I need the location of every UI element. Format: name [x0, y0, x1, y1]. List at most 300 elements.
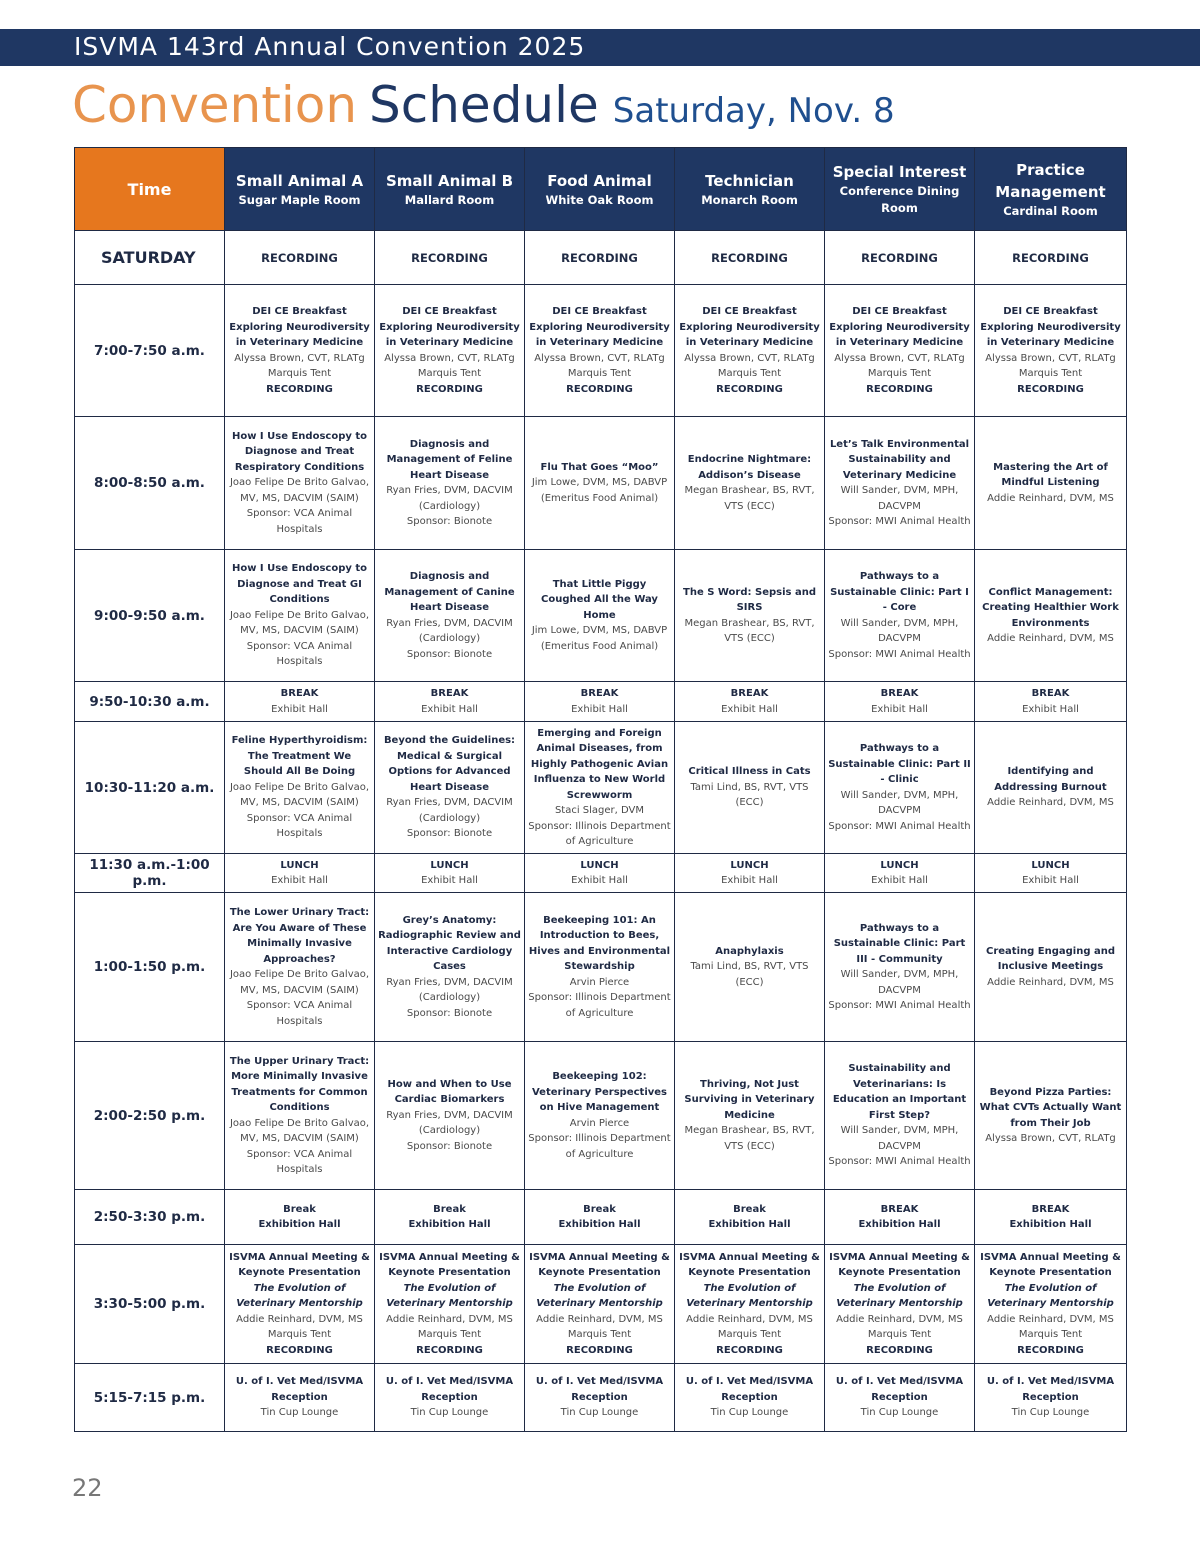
- session-detail: Megan Brashear, BS, RVT, VTS (ECC): [684, 485, 815, 512]
- session-detail: Sponsor: MWI Animal Health: [828, 516, 971, 527]
- banner: [0, 29, 1200, 66]
- session-title: Pathways to a Sustainable Clinic: Part I - Core: [830, 571, 969, 613]
- recording-label: RECORDING: [716, 1344, 783, 1356]
- recording-label: RECORDING: [566, 383, 633, 395]
- session-cell: [975, 722, 1127, 854]
- session-title: Pathways to a Sustainable Clinic: Part II - Clinic: [828, 743, 971, 785]
- session-detail: Will Sander, DVM, MPH, DACVPM: [840, 485, 959, 512]
- time-slot: 1:00-1:50 p.m.: [75, 893, 225, 1042]
- time-header: Time: [75, 148, 225, 231]
- session-title: ISVMA Annual Meeting & Keynote Presentation: [529, 1251, 670, 1279]
- session-title: U. of I. Vet Med/ISVMA Reception: [385, 1376, 514, 1403]
- session-title: ISVMA Annual Meeting & Keynote Presentation: [980, 1251, 1121, 1279]
- session-detail: Sponsor: Bionote: [406, 648, 493, 660]
- session-title: Exhibition Hall: [558, 1219, 641, 1230]
- session-detail: Addie Reinhard, DVM, MS: [987, 1313, 1114, 1325]
- session-title: How I Use Endoscopy to Diagnose and Treat Respiratory Conditions: [231, 430, 368, 473]
- session-title: LUNCH: [730, 859, 769, 871]
- title-convention: Convention: [72, 76, 358, 134]
- session-detail: Exhibit Hall: [271, 703, 328, 715]
- session-cell: [375, 1245, 525, 1364]
- session-detail: Marquis Tent: [567, 368, 632, 379]
- session-title: Exhibition Hall: [408, 1219, 491, 1230]
- session-title: Exploring Neurodiversity in Veterinary Medicine: [679, 321, 820, 348]
- session-title: BREAK: [880, 1203, 919, 1215]
- session-title: BREAK: [280, 688, 319, 699]
- session-title: Exploring Neurodiversity in Veterinary Medicine: [379, 321, 520, 348]
- session-detail: Exhibit Hall: [721, 703, 778, 715]
- session-cell: [225, 1042, 375, 1190]
- room-header: [825, 148, 975, 231]
- session-detail: Exhibit Hall: [871, 875, 928, 886]
- table-row: [75, 550, 1127, 682]
- session-detail: Ryan Fries, DVM, DACVIM (Cardiology): [386, 617, 513, 644]
- session-title: DEI CE Breakfast: [852, 306, 947, 317]
- session-cell: [375, 1042, 525, 1190]
- session-cell: [225, 854, 375, 893]
- session-detail: Jim Lowe, DVM, MS, DABVP (Emeritus Food Animal): [531, 625, 668, 652]
- session-cell: [375, 722, 525, 854]
- room-track-name: Small Animal A: [235, 171, 364, 190]
- session-title: DEI CE Breakfast: [402, 306, 497, 317]
- room-track-name: Small Animal B: [385, 171, 514, 190]
- session-title: U. of I. Vet Med/ISVMA Reception: [685, 1376, 814, 1403]
- session-cell: [525, 417, 675, 550]
- session-cell: [225, 682, 375, 722]
- session-cell: [525, 854, 675, 893]
- session-title: ISVMA Annual Meeting & Keynote Presentation: [229, 1251, 370, 1279]
- session-title: Exhibition Hall: [258, 1219, 341, 1230]
- session-detail: Exhibit Hall: [571, 875, 628, 886]
- session-detail: Addie Reinhard, DVM, MS: [836, 1313, 963, 1325]
- table-row: [75, 893, 1127, 1042]
- session-detail: Alyssa Brown, CVT, RLATg: [234, 352, 365, 364]
- table-row: [75, 1245, 1127, 1364]
- session-title: Break: [733, 1203, 766, 1215]
- session-cell: [675, 1364, 825, 1432]
- room-location: Mallard Room: [404, 192, 495, 207]
- session-detail: Exhibit Hall: [421, 875, 478, 886]
- session-detail: Tin Cup Lounge: [260, 1407, 339, 1419]
- session-title: Diagnosis and Management of Canine Heart Disease: [384, 571, 515, 613]
- session-title: DEI CE Breakfast: [702, 306, 797, 317]
- recording-label: RECORDING: [675, 231, 825, 285]
- session-cell: [975, 893, 1127, 1042]
- session-title: Sustainability and Veterinarians: Is Education an Important First Step?: [832, 1063, 967, 1121]
- session-title: Exploring Neurodiversity in Veterinary Medicine: [229, 321, 370, 348]
- session-cell: [975, 1245, 1127, 1364]
- session-title: Break: [583, 1203, 616, 1215]
- session-detail: Sponsor: VCA Animal Hospitals: [246, 812, 353, 840]
- session-cell: [825, 417, 975, 550]
- session-title: Break: [433, 1203, 466, 1215]
- day-label: SATURDAY: [75, 231, 225, 285]
- recording-label: RECORDING: [225, 231, 375, 285]
- session-detail: Sponsor: Bionote: [406, 1007, 493, 1019]
- session-detail: Tin Cup Lounge: [560, 1407, 639, 1419]
- session-detail: Exhibit Hall: [271, 875, 328, 886]
- session-detail: Sponsor: MWI Animal Health: [828, 1000, 971, 1011]
- session-title: Creating Engaging and Inclusive Meetings: [986, 945, 1115, 973]
- session-detail: Sponsor: MWI Animal Health: [828, 820, 971, 832]
- time-slot: 11:30 a.m.-1:00 p.m.: [75, 854, 225, 893]
- schedule-table: [74, 147, 1127, 1432]
- session-title: How I Use Endoscopy to Diagnose and Treat GI Conditions: [231, 563, 368, 606]
- recording-label: RECORDING: [266, 1344, 333, 1356]
- session-title: BREAK: [430, 688, 469, 699]
- time-slot: 7:00-7:50 a.m.: [75, 285, 225, 417]
- recording-label: RECORDING: [975, 231, 1127, 285]
- session-title: Diagnosis and Management of Feline Heart Disease: [386, 438, 513, 481]
- session-detail: Sponsor: VCA Animal Hospitals: [246, 1000, 353, 1027]
- session-cell: [975, 417, 1127, 550]
- session-title: DEI CE Breakfast: [552, 306, 647, 317]
- recording-label: RECORDING: [866, 1344, 933, 1356]
- session-title: Conflict Management: Creating Healthier Work Environments: [982, 586, 1119, 629]
- session-detail: Ryan Fries, DVM, DACVIM (Cardiology): [386, 976, 513, 1004]
- session-cell: [825, 854, 975, 893]
- session-cell: [225, 285, 375, 417]
- session-detail: Alyssa Brown, CVT, RLATg: [384, 352, 515, 364]
- session-cell: [975, 682, 1127, 722]
- session-cell: [825, 550, 975, 682]
- session-title: BREAK: [730, 688, 769, 699]
- table-row: [75, 682, 1127, 722]
- session-title: Beekeeping 102: Veterinary Perspectives on Hive Management: [531, 1071, 668, 1113]
- session-title: LUNCH: [280, 859, 319, 871]
- recording-label: RECORDING: [525, 231, 675, 285]
- session-detail: Exhibit Hall: [721, 875, 778, 886]
- session-title: Break: [283, 1203, 316, 1215]
- session-cell: [375, 1364, 525, 1432]
- session-cell: [675, 1042, 825, 1190]
- session-title: That Little Piggy Coughed All the Way Home: [541, 578, 658, 621]
- room-header: [675, 148, 825, 231]
- session-cell: [975, 1190, 1127, 1245]
- session-title: Exhibition Hall: [858, 1219, 941, 1230]
- session-detail: Alyssa Brown, CVT, RLATg: [985, 1133, 1116, 1144]
- time-slot: 8:00-8:50 a.m.: [75, 417, 225, 550]
- session-cell: [825, 893, 975, 1042]
- session-detail: Will Sander, DVM, MPH, DACVPM: [840, 969, 959, 996]
- table-row: [75, 1042, 1127, 1190]
- session-subtitle: The Evolution of Veterinary Mentorship: [236, 1282, 363, 1310]
- session-title: ISVMA Annual Meeting & Keynote Presentation: [379, 1251, 520, 1279]
- session-title: BREAK: [1031, 1203, 1070, 1215]
- session-cell: [975, 550, 1127, 682]
- session-title: Exploring Neurodiversity in Veterinary Medicine: [829, 321, 970, 348]
- time-slot: 2:00-2:50 p.m.: [75, 1042, 225, 1190]
- session-detail: Joao Felipe De Brito Galvao, MV, MS, DACVIM (SAIM): [229, 1117, 370, 1144]
- session-title: Feline Hyperthyroidism: The Treatment We Should All Be Doing: [231, 735, 368, 778]
- header-row: [75, 148, 1127, 231]
- session-cell: [375, 1190, 525, 1245]
- room-track-name: Special Interest: [832, 163, 967, 181]
- session-title: The S Word: Sepsis and SIRS: [683, 586, 816, 613]
- session-title: BREAK: [580, 688, 619, 699]
- session-detail: Marquis Tent: [567, 1329, 632, 1341]
- table-row: [75, 285, 1127, 417]
- session-cell: [825, 682, 975, 722]
- session-cell: [975, 1364, 1127, 1432]
- session-detail: Joao Felipe De Brito Galvao, MV, MS, DACVIM (SAIM): [229, 969, 370, 996]
- session-detail: Exhibit Hall: [421, 703, 478, 715]
- session-title: Beyond Pizza Parties: What CVTs Actually Want from Their Job: [979, 1086, 1122, 1129]
- session-cell: [825, 285, 975, 417]
- session-cell: [975, 854, 1127, 893]
- recording-label: RECORDING: [825, 231, 975, 285]
- room-track-name: Food Animal: [547, 171, 652, 190]
- session-title: Exhibition Hall: [708, 1219, 791, 1230]
- title-schedule: Schedule: [369, 76, 599, 134]
- session-subtitle: The Evolution of Veterinary Mentorship: [836, 1282, 963, 1310]
- session-title: Beyond the Guidelines: Medical & Surgical Options for Advanced Heart Disease: [383, 735, 516, 793]
- session-cell: [375, 417, 525, 550]
- session-cell: [525, 285, 675, 417]
- session-cell: [825, 1364, 975, 1432]
- session-detail: Arvin Pierce: [569, 1117, 630, 1129]
- session-detail: Alyssa Brown, CVT, RLATg: [684, 352, 815, 364]
- session-cell: [675, 1190, 825, 1245]
- session-title: Thriving, Not Just Surviving in Veterinary Medicine: [684, 1078, 815, 1121]
- session-title: LUNCH: [580, 859, 619, 871]
- session-detail: Joao Felipe De Brito Galvao, MV, MS, DACVIM (SAIM): [229, 781, 370, 809]
- session-title: LUNCH: [880, 859, 919, 871]
- session-detail: Exhibit Hall: [1022, 875, 1079, 886]
- session-cell: [675, 854, 825, 893]
- session-title: Exhibition Hall: [1009, 1219, 1092, 1230]
- session-title: Mastering the Art of Mindful Listening: [993, 461, 1108, 489]
- session-cell: [825, 1190, 975, 1245]
- table-row: [75, 1190, 1127, 1245]
- session-title: U. of I. Vet Med/ISVMA Reception: [535, 1376, 664, 1403]
- session-detail: Marquis Tent: [867, 1329, 932, 1341]
- session-title: How and When to Use Cardiac Biomarkers: [387, 1078, 512, 1106]
- table-row: [75, 854, 1127, 893]
- session-detail: Addie Reinhard, DVM, MS: [987, 633, 1114, 644]
- session-title: Emerging and Foreign Animal Diseases, from Highly Pathogenic Avian Influenza to New World Screwworm: [530, 727, 669, 801]
- room-header: [375, 148, 525, 231]
- session-cell: [225, 722, 375, 854]
- session-detail: Addie Reinhard, DVM, MS: [987, 976, 1114, 988]
- session-detail: Ryan Fries, DVM, DACVIM (Cardiology): [386, 1109, 513, 1137]
- session-detail: Marquis Tent: [717, 1329, 782, 1341]
- session-detail: Exhibit Hall: [571, 703, 628, 715]
- session-detail: Joao Felipe De Brito Galvao, MV, MS, DACVIM (SAIM): [229, 609, 370, 637]
- session-cell: [525, 1190, 675, 1245]
- session-cell: [225, 1245, 375, 1364]
- session-detail: Sponsor: Bionote: [406, 516, 493, 527]
- recording-label: RECORDING: [375, 231, 525, 285]
- session-detail: Marquis Tent: [417, 1329, 482, 1341]
- session-title: U. of I. Vet Med/ISVMA Reception: [835, 1376, 964, 1403]
- session-cell: [375, 854, 525, 893]
- recording-label: RECORDING: [416, 1344, 483, 1356]
- session-detail: Addie Reinhard, DVM, MS: [536, 1313, 663, 1325]
- session-title: Exploring Neurodiversity in Veterinary Medicine: [980, 321, 1121, 348]
- time-slot: 9:50-10:30 a.m.: [75, 682, 225, 722]
- room-location: Cardinal Room: [1003, 203, 1098, 218]
- session-detail: Staci Slager, DVM: [554, 805, 645, 816]
- session-cell: [675, 893, 825, 1042]
- room-track-name: Practice Management: [995, 160, 1106, 201]
- session-title: ISVMA Annual Meeting & Keynote Presentation: [829, 1251, 970, 1279]
- recording-label: RECORDING: [1017, 1344, 1084, 1356]
- session-title: DEI CE Breakfast: [1003, 306, 1098, 317]
- room-header: [525, 148, 675, 231]
- session-title: BREAK: [1031, 688, 1070, 699]
- session-cell: [525, 1364, 675, 1432]
- recording-label: RECORDING: [416, 383, 483, 395]
- session-subtitle: The Evolution of Veterinary Mentorship: [686, 1282, 813, 1310]
- session-title: ISVMA Annual Meeting & Keynote Presentation: [679, 1251, 820, 1279]
- room-location: White Oak Room: [545, 192, 654, 207]
- session-detail: Sponsor: VCA Animal Hospitals: [246, 1148, 353, 1175]
- session-cell: [825, 722, 975, 854]
- recording-label: RECORDING: [1017, 383, 1084, 395]
- session-title: Identifying and Addressing Burnout: [994, 766, 1107, 793]
- session-detail: Addie Reinhard, DVM, MS: [386, 1313, 513, 1325]
- time-slot: 3:30-5:00 p.m.: [75, 1245, 225, 1364]
- session-detail: Sponsor: VCA Animal Hospitals: [246, 640, 353, 668]
- session-cell: [825, 1042, 975, 1190]
- session-title: Anaphylaxis: [715, 945, 784, 957]
- page-number: 22: [72, 1474, 103, 1502]
- room-header: [975, 148, 1127, 231]
- day-row: [75, 231, 1127, 285]
- session-detail: Will Sander, DVM, MPH, DACVPM: [840, 1125, 959, 1152]
- session-cell: [675, 722, 825, 854]
- session-detail: Tin Cup Lounge: [860, 1407, 939, 1419]
- session-cell: [975, 285, 1127, 417]
- session-detail: Alyssa Brown, CVT, RLATg: [534, 352, 665, 364]
- session-title: DEI CE Breakfast: [252, 306, 347, 317]
- session-title: The Upper Urinary Tract: More Minimally Invasive Treatments for Common Conditions: [229, 1055, 370, 1113]
- table-row: [75, 722, 1127, 854]
- session-cell: [525, 893, 675, 1042]
- session-detail: Alyssa Brown, CVT, RLATg: [834, 352, 965, 364]
- time-slot: 5:15-7:15 p.m.: [75, 1364, 225, 1432]
- session-detail: Will Sander, DVM, MPH, DACVPM: [840, 617, 959, 644]
- session-subtitle: The Evolution of Veterinary Mentorship: [536, 1282, 663, 1310]
- recording-label: RECORDING: [716, 383, 783, 395]
- session-detail: Tami Lind, BS, RVT, VTS (ECC): [690, 961, 809, 988]
- session-detail: Sponsor: Bionote: [406, 828, 493, 840]
- session-cell: [375, 893, 525, 1042]
- session-title: Critical Illness in Cats: [688, 766, 811, 778]
- room-track-name: Technician: [705, 171, 794, 190]
- session-cell: [675, 285, 825, 417]
- session-detail: Marquis Tent: [867, 368, 932, 379]
- recording-label: RECORDING: [866, 383, 933, 395]
- room-location: Conference Dining Room: [839, 184, 960, 215]
- session-detail: Megan Brashear, BS, RVT, VTS (ECC): [684, 617, 815, 644]
- session-cell: [525, 682, 675, 722]
- session-title: Exploring Neurodiversity in Veterinary Medicine: [529, 321, 670, 348]
- session-detail: Tami Lind, BS, RVT, VTS (ECC): [690, 781, 809, 809]
- recording-label: RECORDING: [566, 1344, 633, 1356]
- session-cell: [225, 1364, 375, 1432]
- time-slot: 2:50-3:30 p.m.: [75, 1190, 225, 1245]
- session-detail: Joao Felipe De Brito Galvao, MV, MS, DACVIM (SAIM): [229, 477, 370, 504]
- session-cell: [225, 893, 375, 1042]
- session-detail: Marquis Tent: [267, 1329, 332, 1341]
- session-subtitle: The Evolution of Veterinary Mentorship: [987, 1282, 1114, 1310]
- banner-text: ISVMA 143rd Annual Convention 2025: [74, 32, 586, 61]
- session-detail: Sponsor: MWI Animal Health: [828, 1156, 971, 1168]
- table-row: [75, 1364, 1127, 1432]
- session-detail: Arvin Pierce: [569, 976, 630, 988]
- session-title: Beekeeping 101: An Introduction to Bees, Hives and Environmental Stewardship: [528, 914, 671, 973]
- session-detail: Will Sander, DVM, MPH, DACVPM: [840, 789, 959, 816]
- session-detail: Tin Cup Lounge: [410, 1407, 489, 1419]
- time-slot: 10:30-11:20 a.m.: [75, 722, 225, 854]
- session-cell: [675, 550, 825, 682]
- session-detail: Exhibit Hall: [1022, 703, 1079, 715]
- session-detail: Marquis Tent: [417, 368, 482, 379]
- session-cell: [675, 417, 825, 550]
- session-detail: Jim Lowe, DVM, MS, DABVP (Emeritus Food Animal): [531, 477, 668, 504]
- session-cell: [525, 1245, 675, 1364]
- session-cell: [225, 550, 375, 682]
- session-detail: Sponsor: Illinois Department of Agriculture: [528, 820, 671, 847]
- session-detail: Alyssa Brown, CVT, RLATg: [985, 352, 1116, 364]
- session-detail: Marquis Tent: [1018, 368, 1083, 379]
- session-cell: [525, 550, 675, 682]
- session-title: Pathways to a Sustainable Clinic: Part III - Community: [833, 922, 966, 965]
- session-title: LUNCH: [430, 859, 469, 871]
- session-title: The Lower Urinary Tract: Are You Aware of These Minimally Invasive Approaches?: [229, 907, 370, 965]
- session-title: Let’s Talk Environmental Sustainability and Veterinary Medicine: [829, 438, 970, 481]
- session-detail: Marquis Tent: [717, 368, 782, 379]
- session-detail: Sponsor: Illinois Department of Agriculture: [528, 1133, 671, 1160]
- session-detail: Tin Cup Lounge: [710, 1407, 789, 1419]
- session-detail: Sponsor: MWI Animal Health: [828, 648, 971, 660]
- recording-label: RECORDING: [266, 383, 333, 395]
- session-detail: Sponsor: Illinois Department of Agriculture: [528, 992, 671, 1019]
- session-detail: Addie Reinhard, DVM, MS: [236, 1313, 363, 1325]
- title-day: Saturday, Nov. 8: [612, 91, 895, 131]
- session-title: U. of I. Vet Med/ISVMA Reception: [986, 1376, 1115, 1403]
- session-detail: Sponsor: VCA Animal Hospitals: [246, 508, 353, 535]
- room-header: [225, 148, 375, 231]
- session-cell: [375, 285, 525, 417]
- session-cell: [375, 550, 525, 682]
- session-subtitle: The Evolution of Veterinary Mentorship: [386, 1282, 513, 1310]
- session-detail: Ryan Fries, DVM, DACVIM (Cardiology): [386, 797, 513, 824]
- session-cell: [225, 417, 375, 550]
- session-detail: Addie Reinhard, DVM, MS: [987, 797, 1114, 809]
- session-cell: [675, 1245, 825, 1364]
- session-cell: [825, 1245, 975, 1364]
- session-cell: [225, 1190, 375, 1245]
- session-title: Flu That Goes “Moo”: [540, 461, 659, 473]
- session-detail: Megan Brashear, BS, RVT, VTS (ECC): [684, 1125, 815, 1152]
- session-title: LUNCH: [1031, 859, 1070, 871]
- room-location: Sugar Maple Room: [238, 192, 361, 207]
- session-cell: [375, 682, 525, 722]
- session-cell: [675, 682, 825, 722]
- session-title: Endocrine Nightmare: Addison’s Disease: [687, 454, 812, 481]
- session-title: Grey’s Anatomy: Radiographic Review and Interactive Cardiology Cases: [378, 914, 521, 973]
- session-cell: [525, 1042, 675, 1190]
- session-detail: Addie Reinhard, DVM, MS: [686, 1313, 813, 1325]
- session-title: BREAK: [880, 688, 919, 699]
- time-slot: 9:00-9:50 a.m.: [75, 550, 225, 682]
- session-cell: [525, 722, 675, 854]
- page-title: [72, 76, 895, 134]
- table-row: [75, 417, 1127, 550]
